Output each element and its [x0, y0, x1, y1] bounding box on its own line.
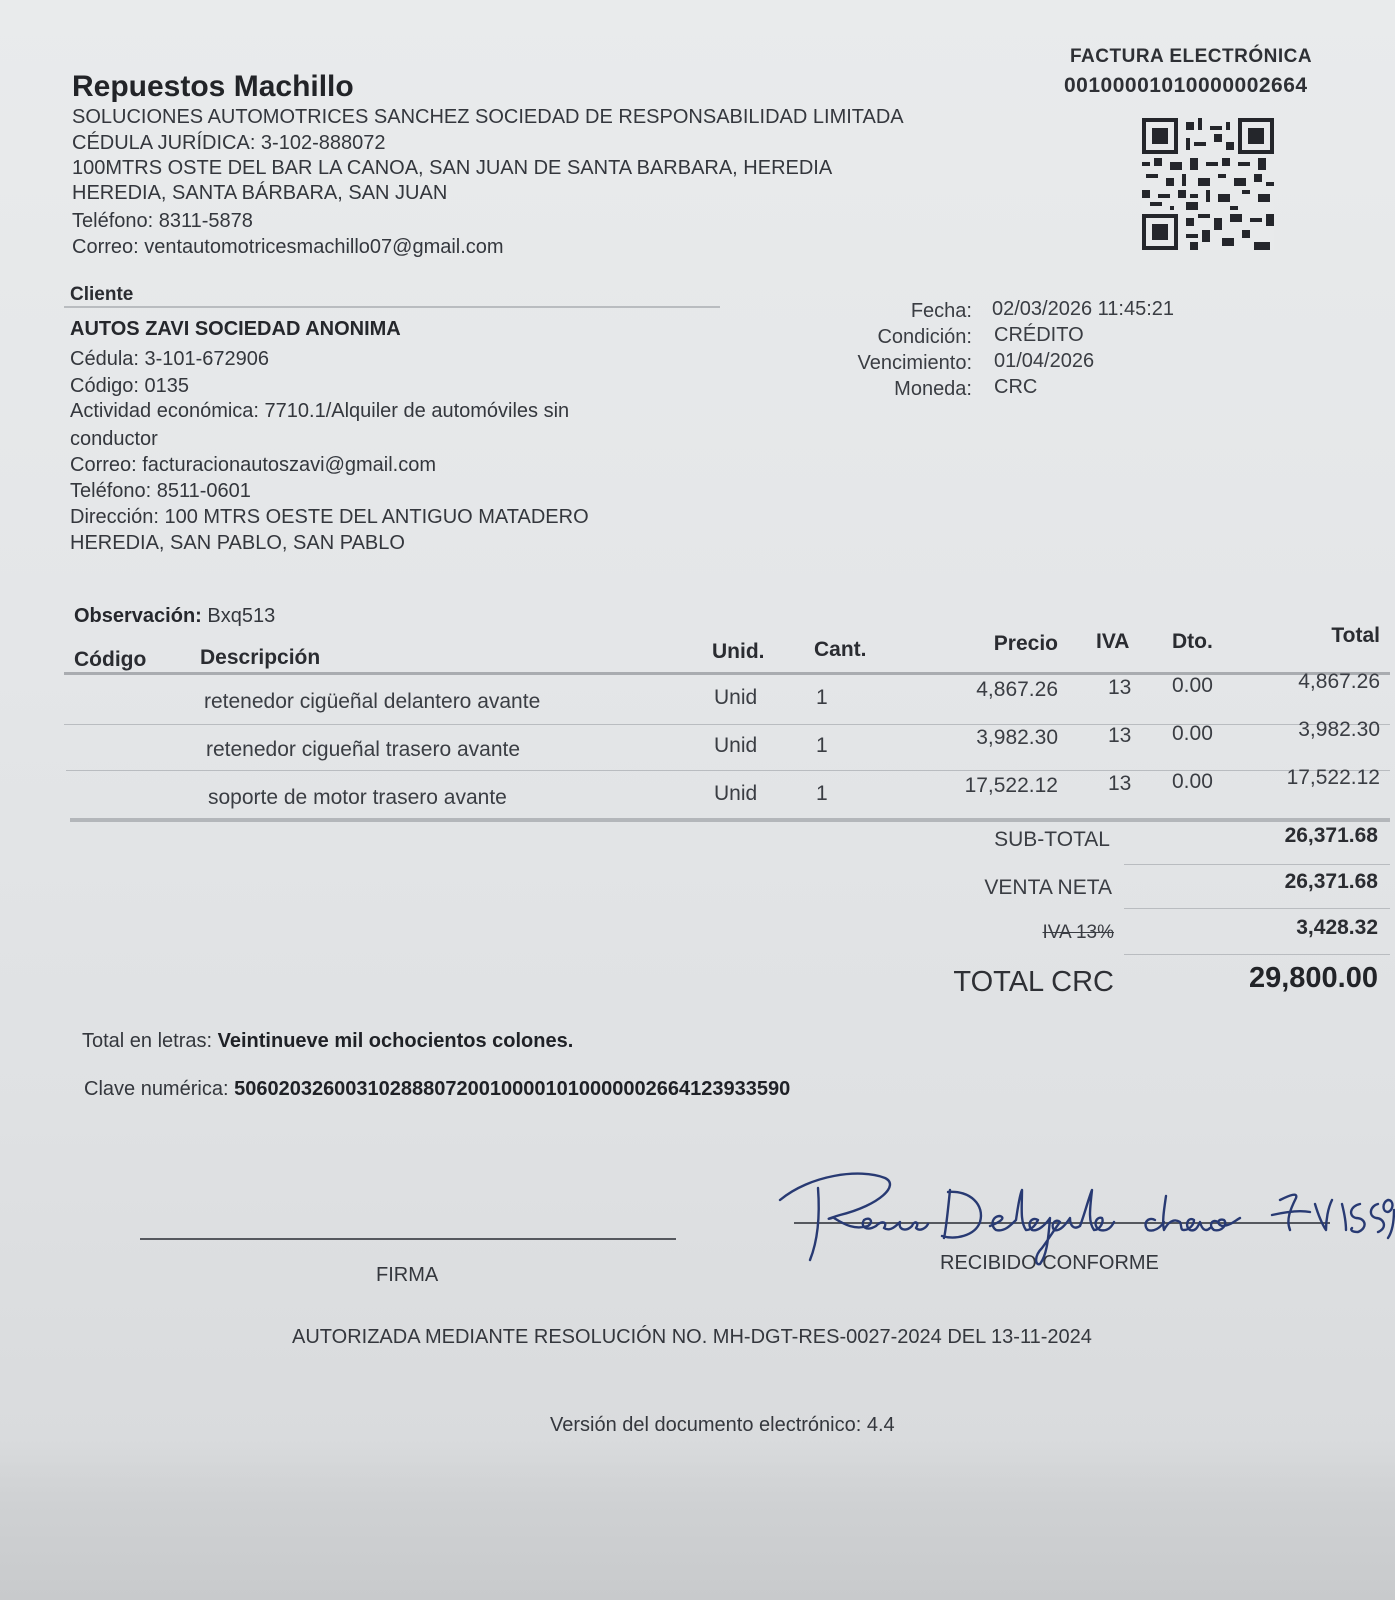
row-2-total: 3,982.30 — [1298, 718, 1380, 741]
observation-label: Observación: — [74, 605, 202, 627]
total-in-words-label: Total en letras: — [82, 1030, 213, 1052]
col-header-dto: Dto. — [1172, 630, 1213, 653]
numeric-key-value: 50602032600310288807200100001010000002664123933590 — [234, 1078, 791, 1100]
legal-name: SOLUCIONES AUTOMOTRICES SANCHEZ SOCIEDAD DE RESPONSABILIDAD LIMITADA — [72, 106, 904, 128]
numeric-key-label: Clave numérica: — [84, 1078, 229, 1100]
observation-value: Bxq513 — [207, 605, 276, 627]
company-address-2: HEREDIA, SANTA BÁRBARA, SAN JUAN — [72, 182, 448, 204]
client-activity-cont: conductor — [70, 428, 158, 450]
company-name: Repuestos Machillo — [72, 70, 354, 103]
client-email: Correo: facturacionautoszavi@gmail.com — [70, 454, 437, 476]
row-3-descripcion: soporte de motor trasero avante — [208, 786, 507, 809]
col-header-descripcion: Descripción — [200, 646, 321, 669]
venta-neta-value: 26,371.68 — [1284, 870, 1378, 893]
row-3-dto: 0.00 — [1172, 770, 1213, 793]
client-phone: Teléfono: 8511-0601 — [70, 480, 251, 502]
row-2-precio: 3,982.30 — [976, 726, 1058, 749]
subtotal-value: 26,371.68 — [1284, 824, 1378, 847]
client-section-label: Cliente — [70, 284, 134, 305]
paper-shadow — [0, 1440, 1395, 1600]
row-3-precio: 17,522.12 — [964, 774, 1058, 797]
row-1-unid: Unid — [714, 686, 758, 709]
row-2-cant: 1 — [816, 734, 828, 757]
row-2-dto: 0.00 — [1172, 722, 1213, 745]
total-value: 29,800.00 — [1248, 962, 1378, 994]
document-number: 00100001010000002664 — [1064, 74, 1308, 97]
moneda-value: CRC — [994, 376, 1038, 398]
row-2-unid: Unid — [714, 734, 758, 757]
col-header-iva: IVA — [1096, 630, 1130, 653]
table-bottom-divider — [70, 818, 1390, 822]
client-activity: Actividad económica: 7710.1/Alquiler de automóviles sin — [70, 400, 570, 422]
observation — [74, 605, 275, 628]
company-id: CÉDULA JURÍDICA: 3-102-888072 — [72, 132, 386, 154]
row-3-total: 17,522.12 — [1286, 766, 1380, 789]
vencimiento-value: 01/04/2026 — [994, 350, 1095, 372]
handwritten-signature — [770, 1160, 1395, 1270]
client-cedula: Cédula: 3-101-672906 — [70, 348, 270, 370]
client-name: AUTOS ZAVI SOCIEDAD ANONIMA — [70, 318, 401, 340]
company-address-1: 100MTRS OSTE DEL BAR LA CANOA, SAN JUAN DE SANTA BARBARA, HEREDIA — [72, 157, 833, 179]
row-3-cant: 1 — [816, 782, 828, 805]
condicion-label: Condición: — [877, 326, 972, 348]
company-phone: Teléfono: 8311-5878 — [72, 210, 253, 232]
col-header-total: Total — [1331, 624, 1380, 647]
client-address-1: Dirección: 100 MTRS OESTE DEL ANTIGUO MATADERO — [70, 506, 589, 528]
col-header-precio: Precio — [993, 632, 1058, 655]
client-address-2: HEREDIA, SAN PABLO, SAN PABLO — [70, 532, 405, 554]
venta-neta-label: VENTA NETA — [984, 876, 1112, 899]
company-email: Correo: ventautomotricesmachillo07@gmail.com — [72, 236, 504, 258]
row-1-iva: 13 — [1108, 676, 1132, 699]
firma-line — [140, 1238, 676, 1240]
row-1-total: 4,867.26 — [1298, 670, 1380, 693]
total-in-words — [82, 1030, 573, 1053]
totals-divider — [1124, 864, 1390, 865]
numeric-key — [84, 1078, 790, 1101]
client-code: Código: 0135 — [70, 375, 189, 397]
condicion-value: CRÉDITO — [994, 324, 1084, 346]
row-1-descripcion: retenedor cigüeñal delantero avante — [204, 690, 541, 713]
row-2-iva: 13 — [1108, 724, 1132, 747]
firma-label: FIRMA — [376, 1264, 439, 1286]
col-header-unid: Unid. — [712, 640, 765, 663]
subtotal-label: SUB-TOTAL — [994, 828, 1110, 851]
moneda-label: Moneda: — [894, 378, 972, 400]
totals-divider — [1124, 908, 1390, 909]
fecha-value: 02/03/2026 11:45:21 — [992, 298, 1175, 320]
row-1-cant: 1 — [816, 686, 828, 709]
document-version: Versión del documento electrónico: 4.4 — [550, 1414, 895, 1436]
authorization-text: AUTORIZADA MEDIANTE RESOLUCIÓN NO. MH-DGT-RES-0027-2024 DEL 13-11-2024 — [292, 1326, 1092, 1348]
totals-divider — [1124, 954, 1390, 955]
qr-code — [1142, 118, 1274, 250]
iva-label: IVA 13% — [1042, 922, 1114, 943]
row-3-unid: Unid — [714, 782, 758, 805]
col-header-codigo: Código — [74, 648, 147, 671]
document-type: FACTURA ELECTRÓNICA — [1070, 46, 1313, 67]
fecha-label: Fecha: — [910, 300, 972, 322]
recibido-label: RECIBIDO CONFORME — [940, 1252, 1159, 1274]
iva-value: 3,428.32 — [1296, 916, 1378, 939]
row-1-precio: 4,867.26 — [976, 678, 1058, 701]
col-header-cant: Cant. — [814, 638, 867, 661]
vencimiento-label: Vencimiento: — [857, 352, 972, 374]
total-label: TOTAL CRC — [953, 966, 1114, 998]
client-divider — [64, 306, 720, 308]
total-in-words-value: Veintinueve mil ochocientos colones. — [217, 1030, 574, 1052]
row-1-dto: 0.00 — [1172, 674, 1213, 697]
row-2-descripcion: retenedor cigueñal trasero avante — [206, 738, 521, 761]
row-3-iva: 13 — [1108, 772, 1132, 795]
